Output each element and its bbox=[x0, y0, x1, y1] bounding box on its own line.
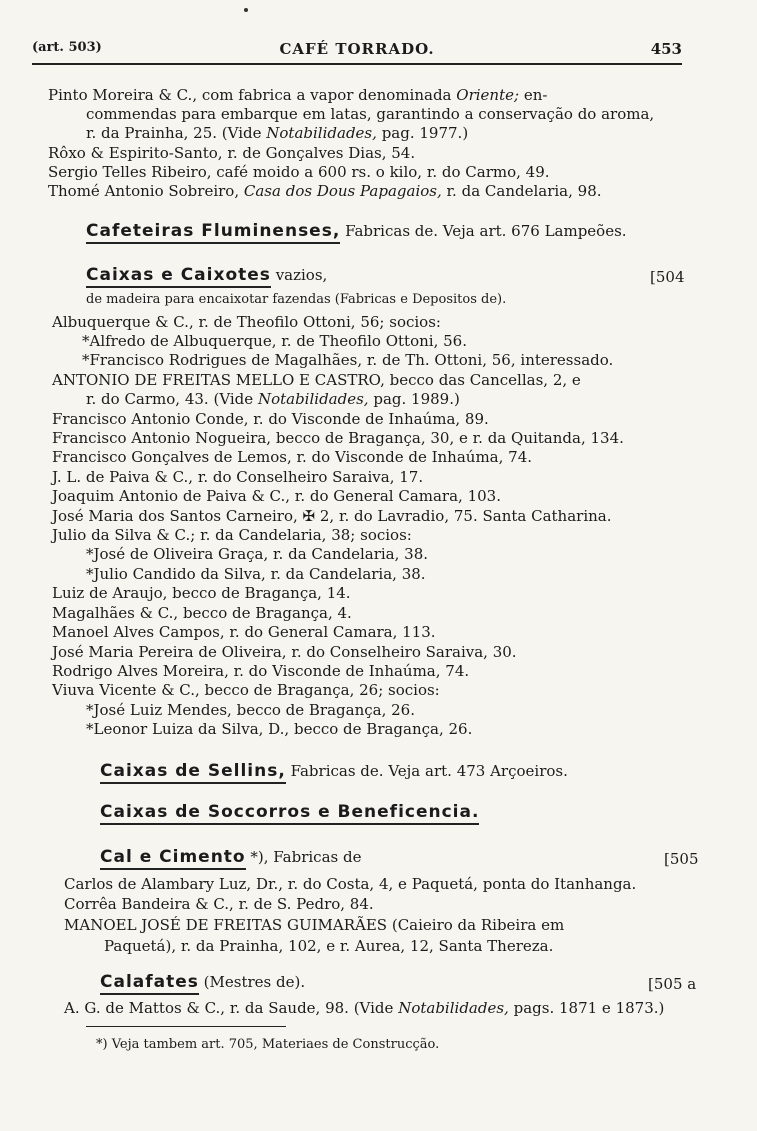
list-item: Luiz de Araujo, becco de Bragança, 14. bbox=[52, 584, 351, 602]
list-item: Manoel Alves Campos, r. do General Camara, 113. bbox=[52, 623, 436, 641]
list-item: Francisco Antonio Conde, r. do Visconde de Inhaúma, 89. bbox=[52, 410, 489, 428]
list-item: *Leonor Luiza da Silva, D., becco de Bragança, 26. bbox=[86, 720, 473, 738]
list-item: Albuquerque & C., r. de Theofilo Ottoni, 56; socios: bbox=[52, 313, 441, 331]
list-item: ANTONIO DE FREITAS MELLO E CASTRO, becco das Cancellas, 2, e bbox=[52, 371, 581, 389]
list-item: Carlos de Alambary Luz, Dr., r. do Costa, 4, e Paquetá, ponta do Itanhanga. bbox=[64, 875, 637, 893]
section-soccorros bbox=[100, 803, 479, 821]
list-item: Francisco Gonçalves de Lemos, r. do Visconde de Inhaúma, 74. bbox=[52, 448, 532, 466]
article-ref: [505 bbox=[664, 850, 699, 868]
ink-dot bbox=[244, 8, 248, 12]
section-heading: Caixas e Caixotes bbox=[86, 265, 271, 288]
footnote: *) Veja tambem art. 705, Materiaes de Construcção. bbox=[96, 1037, 440, 1052]
header-rule bbox=[32, 63, 682, 65]
section-heading: Caixas de Sellins, bbox=[100, 761, 286, 784]
article-ref: (art. 503) bbox=[32, 40, 102, 55]
section-subtitle: de madeira para encaixotar fazendas (Fabricas e Depositos de). bbox=[86, 292, 507, 307]
list-item: *José de Oliveira Graça, r. da Candelaria, 38. bbox=[86, 545, 429, 563]
page-title: CAFÉ TORRADO. bbox=[279, 40, 435, 58]
list-item: Corrêa Bandeira & C., r. de S. Pedro, 84. bbox=[64, 895, 374, 913]
page-number: 453 bbox=[650, 40, 682, 58]
section-caixas: Caixas e Caixotes vazios, bbox=[86, 266, 327, 284]
list-item: Thomé Antonio Sobreiro, Casa dos Dous Papagaios, r. da Candelaria, 98. bbox=[48, 182, 602, 200]
list-item: *Alfredo de Albuquerque, r. de Theofilo Ottoni, 56. bbox=[82, 332, 467, 350]
section-heading: Cal e Cimento bbox=[100, 847, 246, 870]
list-item: J. L. de Paiva & C., r. do Conselheiro Saraiva, 17. bbox=[52, 468, 424, 486]
list-item: Julio da Silva & C.; r. da Candelaria, 38; socios: bbox=[52, 526, 412, 544]
list-item: Francisco Antonio Nogueira, becco de Bragança, 30, e r. da Quitanda, 134. bbox=[52, 429, 624, 447]
list-item: r. do Carmo, 43. (Vide Notabilidades, pag. 1989.) bbox=[86, 390, 460, 408]
list-item: Rôxo & Espirito-Santo, r. de Gonçalves Dias, 54. bbox=[48, 144, 416, 162]
list-item: Joaquim Antonio de Paiva & C., r. do General Camara, 103. bbox=[52, 487, 501, 505]
list-item: *Julio Candido da Silva, r. da Candelaria, 38. bbox=[86, 565, 426, 583]
list-item: A. G. de Mattos & C., r. da Saude, 98. (Vide Notabilidades, pags. 1871 e 1873.) bbox=[64, 999, 665, 1017]
list-item: *José Luiz Mendes, becco de Bragança, 26. bbox=[86, 701, 415, 719]
section-heading: Calafates bbox=[100, 972, 199, 995]
list-item: MANOEL JOSÉ DE FREITAS GUIMARÃES (Caieiro da Ribeira em bbox=[64, 916, 565, 934]
section-sellins: Caixas de Sellins, Fabricas de. Veja art. 473 Arçoeiros. bbox=[100, 762, 568, 780]
section-cafeteiras: Cafeteiras Fluminenses, Fabricas de. Veja art. 676 Lampeões. bbox=[86, 222, 627, 240]
list-item: Viuva Vicente & C., becco de Bragança, 26; socios: bbox=[52, 681, 440, 699]
list-item: Sergio Telles Ribeiro, café moido a 600 rs. o kilo, r. do Carmo, 49. bbox=[48, 163, 550, 181]
list-item: José Maria Pereira de Oliveira, r. do Conselheiro Saraiva, 30. bbox=[52, 643, 517, 661]
list-item: r. da Prainha, 25. (Vide Notabilidades, pag. 1977.) bbox=[86, 124, 469, 142]
list-item: Magalhães & C., becco de Bragança, 4. bbox=[52, 604, 352, 622]
list-item: Pinto Moreira & C., com fabrica a vapor denominada Oriente; en- bbox=[48, 86, 548, 104]
section-heading: Cafeteiras Fluminenses, bbox=[86, 221, 340, 244]
article-ref: [505 a bbox=[648, 975, 697, 993]
list-item: commendas para embarque em latas, garantindo a conservação do aroma, bbox=[86, 105, 655, 123]
section-heading: Caixas de Soccorros e Beneficencia. bbox=[100, 802, 479, 825]
page-header bbox=[32, 40, 682, 60]
list-item: Paquetá), r. da Prainha, 102, e r. Aurea, 12, Santa Thereza. bbox=[104, 937, 554, 955]
section-cal: Cal e Cimento *), Fabricas de bbox=[100, 848, 361, 866]
list-item: *Francisco Rodrigues de Magalhães, r. de Th. Ottoni, 56, interessado. bbox=[82, 351, 614, 369]
section-calafates: Calafates (Mestres de). bbox=[100, 973, 305, 991]
list-item: José Maria dos Santos Carneiro, ✠ 2, r. do Lavradio, 75. Santa Catharina. bbox=[52, 507, 612, 525]
footnote-rule bbox=[86, 1026, 286, 1027]
list-item: Rodrigo Alves Moreira, r. do Visconde de Inhaúma, 74. bbox=[52, 662, 470, 680]
article-ref: [504 bbox=[650, 268, 685, 286]
